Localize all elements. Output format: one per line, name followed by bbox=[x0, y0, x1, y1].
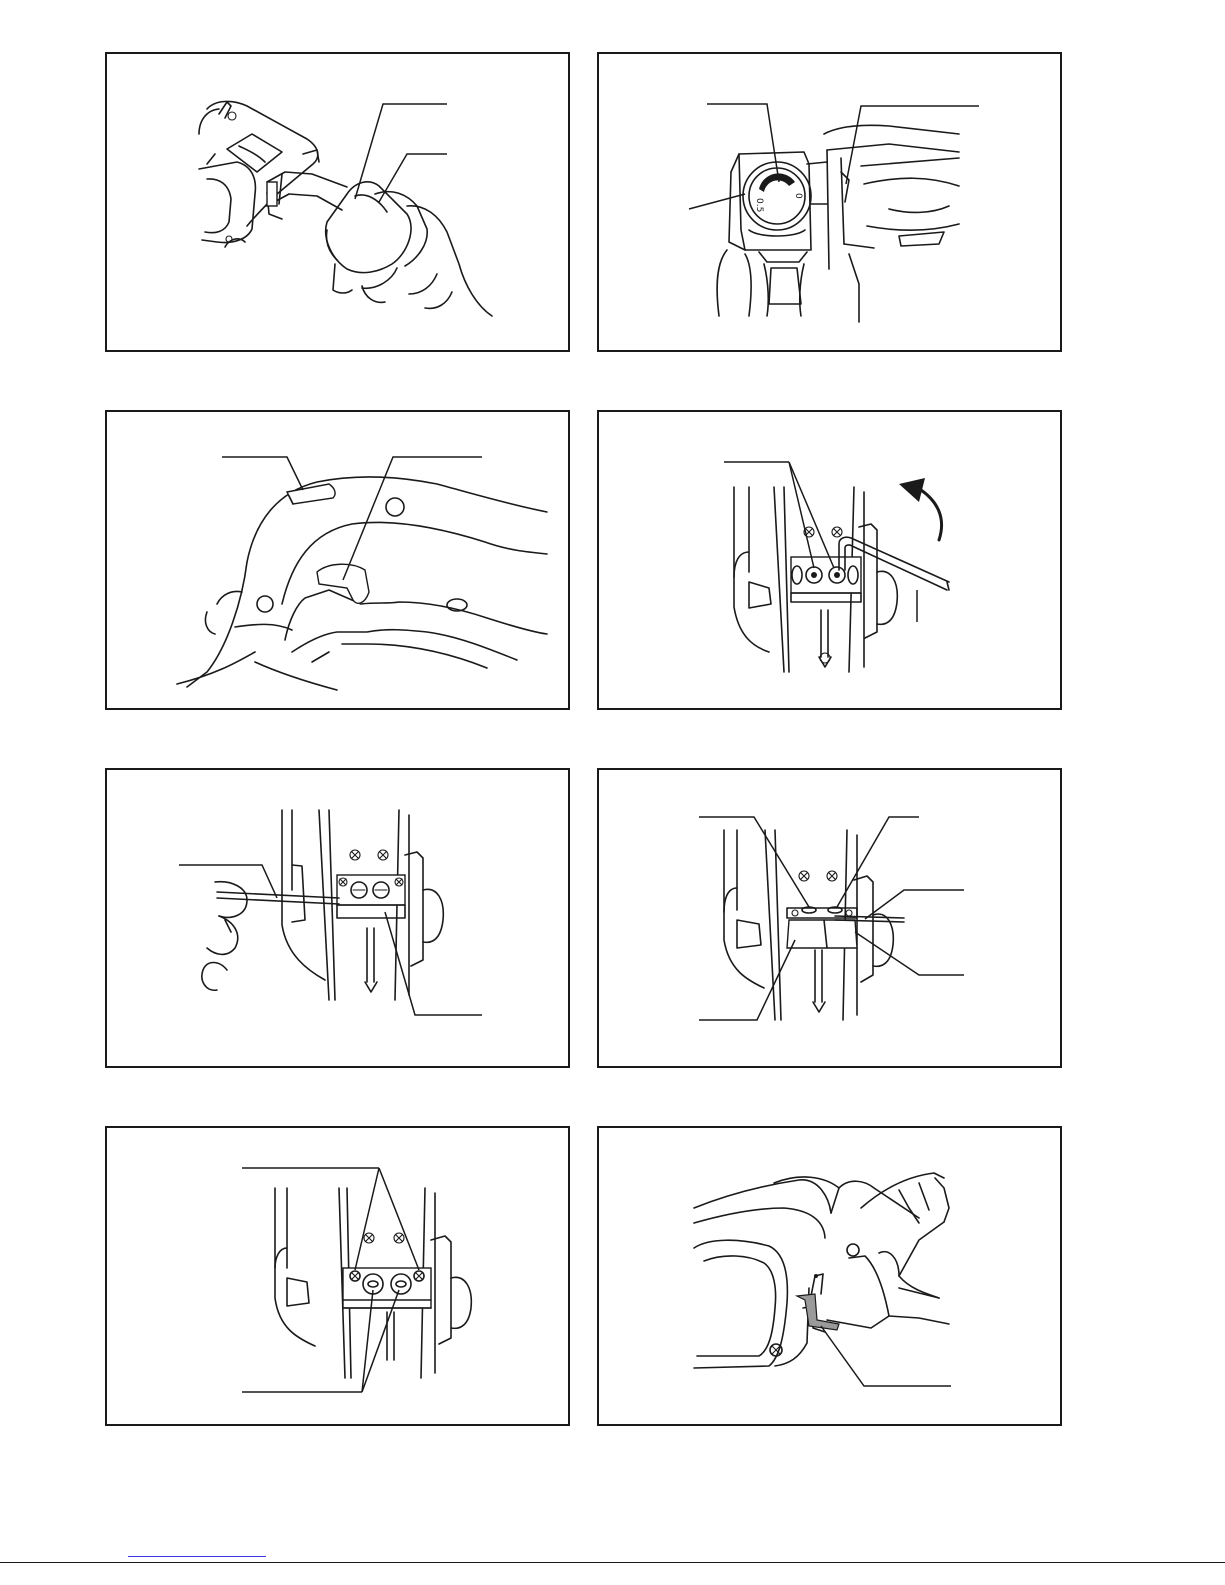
leader-line-lock-lever bbox=[222, 457, 303, 490]
figure-4-loosen-bolts bbox=[597, 410, 1062, 710]
leader-line-screw-left bbox=[355, 1168, 379, 1270]
figure-1-drawing bbox=[107, 54, 568, 350]
footer-link-underline[interactable] bbox=[128, 1556, 266, 1557]
figure-4-drawing bbox=[599, 412, 1060, 708]
leader-line-drum-plate bbox=[385, 912, 482, 1015]
leader-line-index-mark bbox=[846, 106, 979, 184]
leader-line-bolt-b bbox=[789, 462, 834, 568]
set-plate-screw-icons bbox=[804, 527, 842, 537]
upper-screw-icons bbox=[364, 1233, 404, 1243]
leader-line-bolt-a bbox=[789, 462, 814, 568]
dial-mark-zero: 0 bbox=[793, 193, 803, 199]
figure-8-drawing bbox=[599, 1128, 1060, 1424]
figure-5-drawing bbox=[107, 770, 568, 1066]
leader-line-gauge-heel bbox=[855, 932, 964, 975]
leader-line-bolt-left bbox=[699, 817, 809, 907]
figure-2-drawing bbox=[599, 54, 1060, 350]
leader-line-knob-cap bbox=[379, 154, 447, 202]
leader-line-dial-ring bbox=[689, 194, 745, 209]
leader-line-screw-right bbox=[379, 1168, 419, 1270]
leader-line-knob-ring bbox=[355, 104, 447, 199]
leader-line-hex-wrench bbox=[821, 1326, 951, 1386]
figure-6-gauge-plate bbox=[597, 768, 1062, 1068]
leader-line-switch-trigger bbox=[343, 457, 482, 580]
figure-6-drawing bbox=[599, 770, 1060, 1066]
leader-line-bolt-right bbox=[837, 817, 919, 907]
dial-mark-half: 0.5 bbox=[754, 198, 764, 213]
footer-rule bbox=[0, 1562, 1225, 1563]
gauge-screw-icons bbox=[799, 871, 837, 881]
figure-8-wrench-storage bbox=[597, 1126, 1062, 1426]
figure-3-drawing bbox=[107, 412, 568, 708]
figure-2-depth-dial bbox=[597, 52, 1062, 352]
figure-5-remove-blade bbox=[105, 768, 570, 1068]
figure-1-depth-knob bbox=[105, 52, 570, 352]
figure-7-drawing bbox=[107, 1128, 568, 1424]
leader-line-dial-pointer bbox=[707, 104, 779, 182]
figure-3-handle bbox=[105, 410, 570, 710]
figure-7-tighten-bolts bbox=[105, 1126, 570, 1426]
